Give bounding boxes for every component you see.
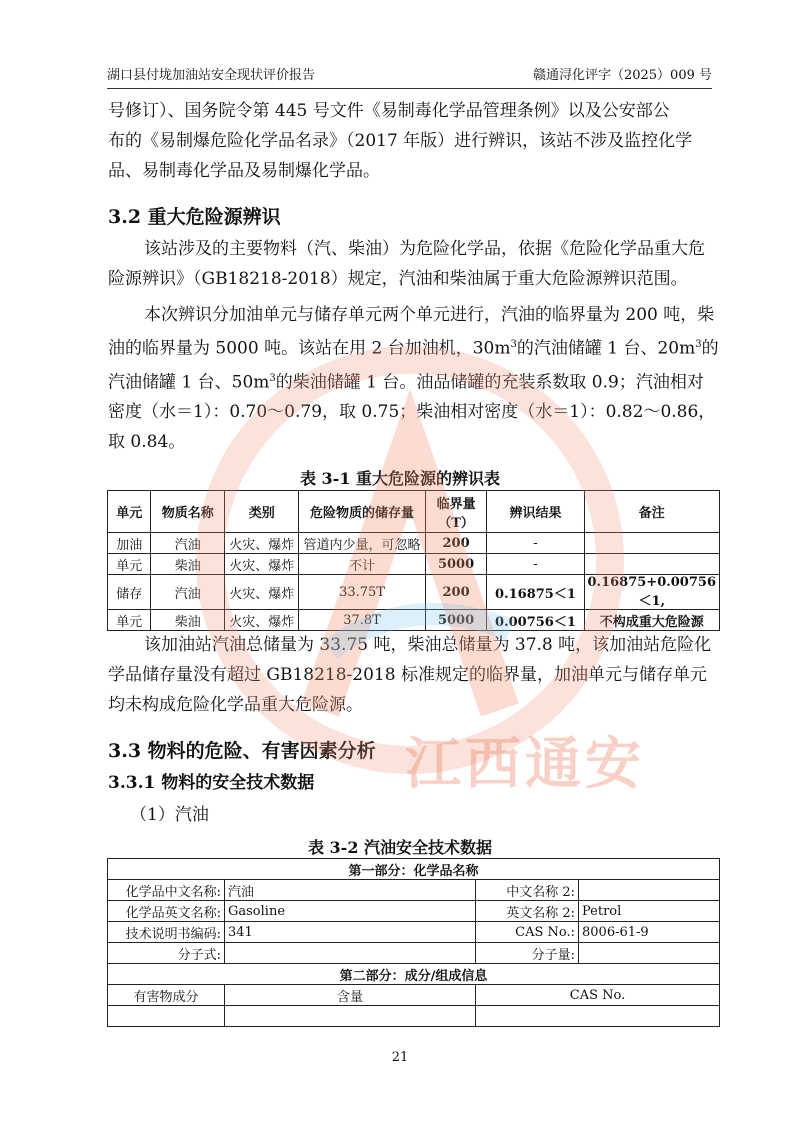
- th-note: 备注: [584, 491, 720, 533]
- th-limit: 临界量（T）: [425, 491, 487, 533]
- p2-part-d: 的柴油储罐 1 台。油品储罐的充装系数取 0.9；汽油相对密度（水＝1）：0.70～0.79，取 0.75；柴油相对密度（水＝1）：0.82～0.86，取 0.84。: [108, 372, 716, 453]
- cell-value: 8006-61-9: [579, 922, 720, 943]
- table-3-1-caption: 表 3-1 重大危险源的辨识表: [299, 469, 501, 488]
- cell-value: 汽油: [225, 880, 476, 901]
- part2-title: 第二部分：成分/组成信息: [108, 964, 720, 985]
- cell-note: 不构成重大危险源: [584, 610, 720, 631]
- cell-key: 英文名称 2:: [476, 901, 579, 922]
- cell-key: 化学品中文名称:: [108, 880, 225, 901]
- cell-unit: 单元: [108, 554, 151, 575]
- page-header: [107, 64, 712, 89]
- cell-limit: 5000: [425, 610, 487, 631]
- cell-empty: [225, 1006, 476, 1027]
- cell-category: 火灾、爆炸: [225, 554, 299, 575]
- cell-category: 火灾、爆炸: [225, 610, 299, 631]
- cell-key: 化学品英文名称:: [108, 901, 225, 922]
- section-3-3-1-title: 3.3.1 物料的安全技术数据: [108, 773, 315, 793]
- th-name: 物质名称: [151, 491, 225, 533]
- cell-result: -: [487, 554, 584, 575]
- th-component: 有害物成分: [108, 985, 225, 1006]
- cell-empty: [108, 1006, 225, 1027]
- p2-part-c: 的汽油储罐 1 台、50m: [108, 338, 719, 393]
- cell-unit: 加油: [108, 533, 151, 554]
- cell-quantity: 管道内少量，可忽略: [299, 533, 425, 554]
- section-3-3-title: 3.3 物料的危险、有害因素分析: [108, 740, 376, 762]
- cell-name: 汽油: [151, 575, 225, 610]
- intro-paragraph: [108, 96, 720, 186]
- section-3-2-title: 3.2 重大危险源辨识: [108, 206, 281, 228]
- part1-title: 第一部分：化学品名称: [108, 859, 720, 880]
- header-right: 赣通浔化评字（2025）009 号: [532, 68, 712, 83]
- sup-1: 3: [510, 339, 517, 350]
- cell-result: 0.00756＜1: [487, 610, 584, 631]
- cell-value: 341: [225, 922, 476, 943]
- cell-category: 火灾、爆炸: [225, 533, 299, 554]
- table-row: [108, 880, 720, 901]
- th-category: 类别: [225, 491, 299, 533]
- table-3-2-part2-row: [108, 964, 720, 985]
- header-left: 湖口县付垅加油站安全现状评价报告: [107, 68, 316, 83]
- cell-quantity: 不计: [299, 554, 425, 575]
- cell-name: 柴油: [151, 610, 225, 631]
- cell-value: [225, 943, 476, 964]
- cell-name: 汽油: [151, 533, 225, 554]
- p2-part-a: 本次辨识分加油单元与储存单元两个单元进行，汽油的临界量为 200 吨，柴油的临界量为 5000 吨。该站在用 2 台加油机，30m: [108, 305, 715, 359]
- cell-key: 分子量:: [476, 943, 579, 964]
- table-row: [108, 901, 720, 922]
- after-table-paragraph: 该加油站汽油总储量为 33.75 吨，柴油总储量为 37.8 吨，该加油站危险化学品储存量没有超过 GB18218-2018 标准规定的临界量，加油单元与储存单元均未构成危险化学品重大危险源。: [108, 635, 712, 715]
- th-unit: 单元: [108, 491, 151, 533]
- cell-result: -: [487, 533, 584, 554]
- p2-part-b: 的汽油储罐 1 台、20m: [516, 338, 696, 359]
- cell-note: [584, 554, 720, 575]
- intro-line-3: 品、易制毒化学品及易制爆化学品。: [108, 161, 380, 181]
- item-gasoline: （1）汽油: [130, 805, 209, 825]
- cell-quantity: 37.8T: [299, 610, 425, 631]
- cell-unit: 单元: [108, 610, 151, 631]
- cell-value: Gasoline: [225, 901, 476, 922]
- cell-key: CAS No.:: [476, 922, 579, 943]
- watermark-text: 江西通安: [405, 732, 645, 797]
- table-row: [108, 533, 720, 554]
- section-3-2-p1: 该站涉及的主要物料（汽、柴油）为危险化学品，依据《危险化学品重大危险源辨识》（GB18218-2018）规定，汽油和柴油属于重大危险源辨识范围。: [108, 239, 705, 289]
- cell-name: 柴油: [151, 554, 225, 575]
- table-3-2: [107, 858, 720, 1027]
- intro-line-2: 布的《易制爆危险化学品名录》（2017 年版）进行辨识，该站不涉及监控化学: [108, 131, 693, 151]
- sup-3: 3: [269, 372, 276, 384]
- cell-empty: [476, 1006, 720, 1027]
- th-cas: CAS No.: [476, 985, 720, 1006]
- cell-note: 0.16875+0.00756＜1,: [584, 575, 720, 610]
- table-row: [108, 610, 720, 631]
- table-row: [108, 554, 720, 575]
- cell-key: 技术说明书编码:: [108, 922, 225, 943]
- th-quantity: 危险物质的储存量: [299, 491, 425, 533]
- cell-quantity: 33.75T: [299, 575, 425, 610]
- table-3-2-caption: 表 3-2 汽油安全技术数据: [307, 838, 493, 857]
- th-result: 辨识结果: [487, 491, 584, 533]
- cell-limit: 200: [425, 533, 487, 554]
- cell-key: 分子式:: [108, 943, 225, 964]
- table-row: [108, 943, 720, 964]
- section-3-2-p2: [108, 300, 720, 457]
- table-3-2-part2-header: [108, 985, 720, 1006]
- cell-result: 0.16875＜1: [487, 575, 584, 610]
- table-3-1: [107, 490, 720, 631]
- page-number: 21: [391, 1050, 409, 1065]
- cell-limit: 5000: [425, 554, 487, 575]
- table-3-2-part1-row: [108, 859, 720, 880]
- intro-line-1: 号修订）、国务院令第 445 号文件《易制毒化学品管理条例》以及公安部公: [108, 101, 670, 121]
- sup-2: 3: [695, 339, 702, 350]
- cell-note: [584, 533, 720, 554]
- cell-category: 火灾、爆炸: [225, 575, 299, 610]
- cell-key: 中文名称 2:: [476, 880, 579, 901]
- table-3-1-header-row: [108, 491, 720, 533]
- cell-unit: 储存: [108, 575, 151, 610]
- cell-value: [579, 943, 720, 964]
- table-row: [108, 575, 720, 610]
- cell-value: Petrol: [579, 901, 720, 922]
- cell-value: [579, 880, 720, 901]
- table-row: [108, 1006, 720, 1027]
- table-row: [108, 922, 720, 943]
- th-content: 含量: [225, 985, 476, 1006]
- cell-limit: 200: [425, 575, 487, 610]
